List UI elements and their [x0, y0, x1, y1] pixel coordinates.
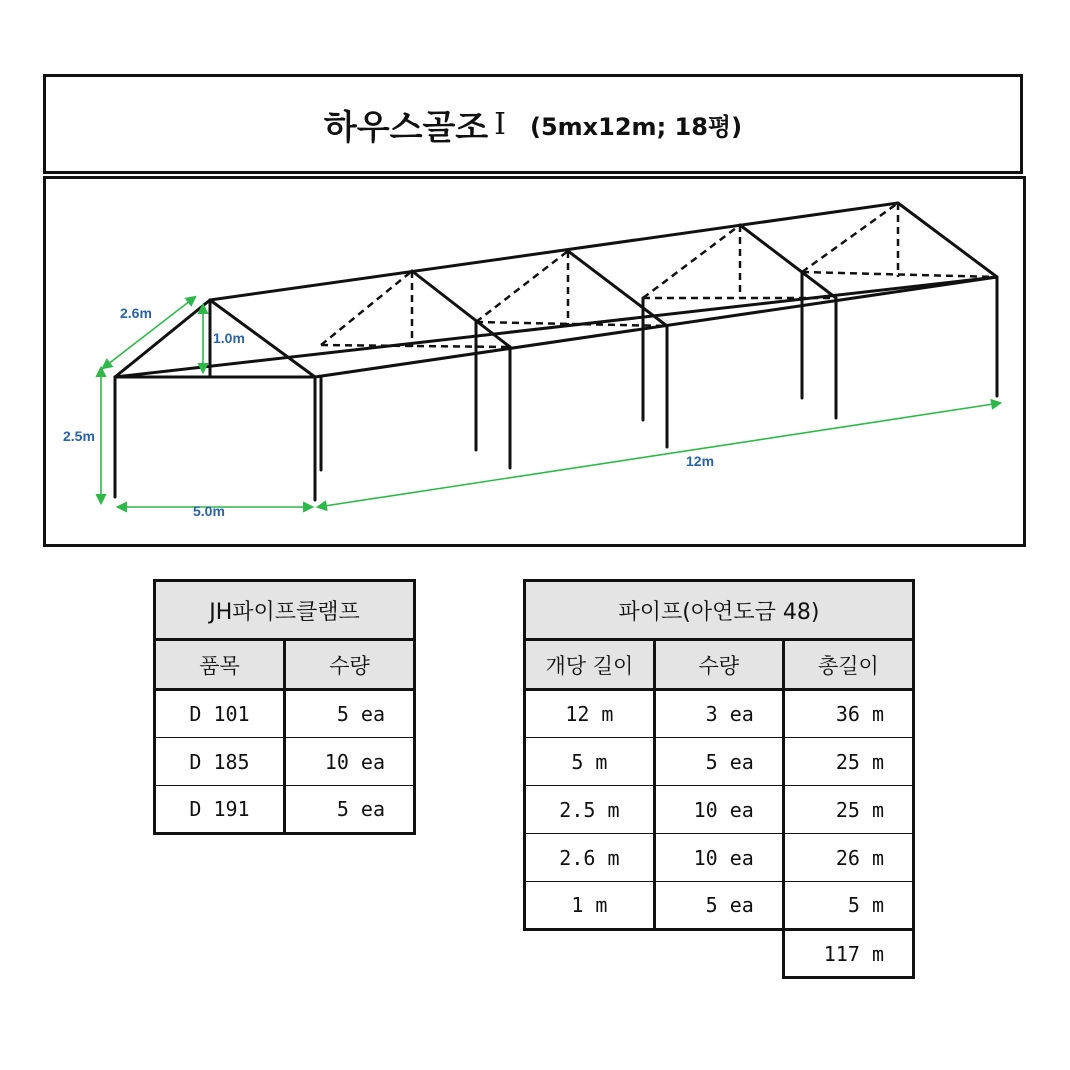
pipe-length-cell: 12 m: [525, 690, 655, 738]
pipe-qty-cell: 5 ea: [654, 882, 783, 930]
pipe-qty-cell: 10 ea: [654, 786, 783, 834]
pipe-total-cell: 25 m: [783, 786, 913, 834]
frame-solid-lines: [115, 203, 997, 500]
pipe-qty-cell: 3 ea: [654, 690, 783, 738]
title-box: [43, 74, 1023, 174]
pipe-length-cell: 1 m: [525, 882, 655, 930]
pipe-length-cell: 2.6 m: [525, 834, 655, 882]
pipe-qty-cell: 10 ea: [654, 834, 783, 882]
pipe-total-cell: 5 m: [783, 882, 913, 930]
table-total-row: [525, 930, 914, 978]
pipe-header-length: 개당 길이: [525, 640, 655, 690]
pipe-length-cell: 5 m: [525, 738, 655, 786]
clamp-item-cell: D 101: [155, 690, 285, 738]
table-row: [525, 786, 914, 834]
rafter-4: [740, 225, 836, 298]
frame-drawing-panel: [43, 176, 1026, 547]
pipe-length-cell: 2.5 m: [525, 786, 655, 834]
clamp-table: [153, 579, 416, 835]
rafter-dimension-label: 2.6m: [120, 305, 152, 321]
table-row: [525, 882, 914, 930]
rafter-2: [412, 271, 510, 347]
pipe-table: [523, 579, 915, 979]
wall-height-dimension-label: 2.5m: [63, 428, 95, 444]
pipe-header-total: 총길이: [783, 640, 913, 690]
pipe-header-qty: 수량: [654, 640, 783, 690]
clamp-header-item: 품목: [155, 640, 285, 690]
page-title: [46, 77, 1020, 171]
length-dimension-arrow: [318, 403, 1000, 507]
clamp-table-title: JH파이프클램프: [155, 581, 415, 640]
clamp-qty-cell: 5 ea: [285, 690, 415, 738]
width-dimension-label: 5.0m: [193, 503, 225, 519]
pipe-total-cell: 36 m: [783, 690, 913, 738]
clamp-qty-cell: 10 ea: [285, 738, 415, 786]
frame-hidden-lines: [321, 203, 997, 347]
clamp-qty-cell: 5 ea: [285, 786, 415, 834]
rafter-5: [898, 203, 997, 277]
table-row: [525, 690, 914, 738]
table-row: [525, 738, 914, 786]
clamp-header-qty: 수량: [285, 640, 415, 690]
title-subtitle: (5mx12m; 18평): [530, 112, 743, 141]
clamp-item-cell: D 191: [155, 786, 285, 834]
rafter-3: [568, 251, 667, 326]
pipe-table-title: 파이프(아연도금 48): [525, 581, 914, 640]
table-row: [155, 690, 415, 738]
length-dimension-label: 12m: [686, 453, 715, 469]
pipe-qty-cell: 5 ea: [654, 738, 783, 786]
ridge-pipe: [210, 203, 898, 300]
clamp-item-cell: D 185: [155, 738, 285, 786]
table-row: [155, 738, 415, 786]
pipe-total-cell: 26 m: [783, 834, 913, 882]
table-row: [525, 834, 914, 882]
title-main: 하우스골조: [323, 107, 489, 148]
table-row: [155, 786, 415, 834]
ridge-height-dimension-label: 1.0m: [213, 330, 245, 346]
pipe-total-cell: 25 m: [783, 738, 913, 786]
pipe-grand-total-cell: 117 m: [783, 930, 913, 978]
title-roman-numeral: Ⅰ: [494, 106, 506, 142]
greenhouse-frame-diagram: [43, 176, 1026, 547]
